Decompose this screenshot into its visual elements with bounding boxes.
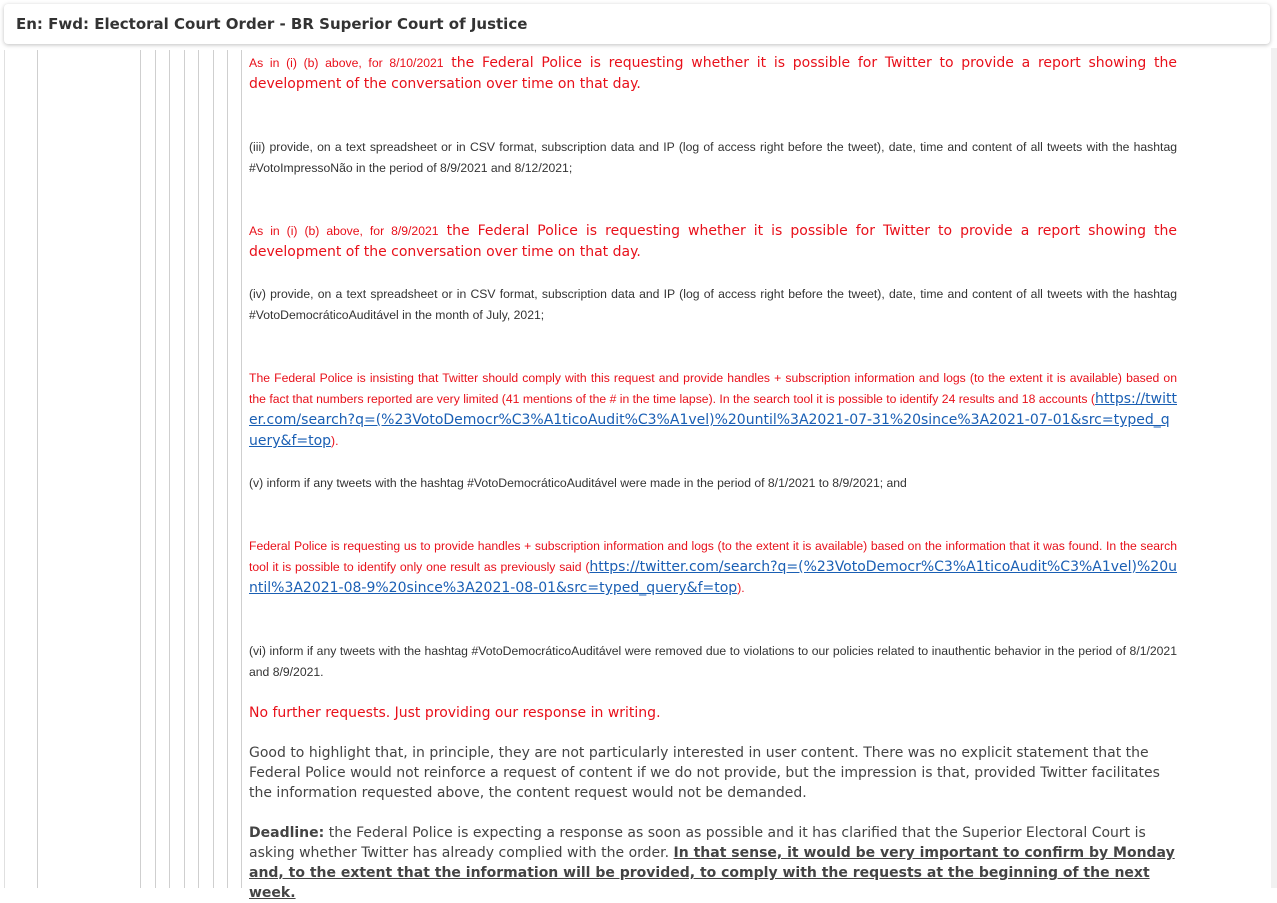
comment-paragraph-3: The Federal Police is insisting that Twitter should comply with this request and provide handles + subscription information and logs (to the extent it is available) based on the fact that numbers reported are very limited (41 mentions of the # in the time lapse). In the search tool it is possible to identify 24 results and 18 accounts (https://twitter.com/search?q=(%23VotoDemocr%C3%A1ticoAudit%C3%A1vel)%20until%3A2021-07-31%20since%3A2021-07-01&src=typed_query&f=top). bbox=[249, 371, 1177, 449]
deadline-label: Deadline: bbox=[249, 825, 325, 841]
deadline-emphasis: In that sense, it would be very important to confirm by Monday and, to the extent that the information will be provided, to comply with the requests at the beginning of the next week. bbox=[249, 845, 1175, 901]
comment-paragraph-1: As in (i) (b) above, for 8/10/2021 the Federal Police is requesting whether it is possible for Twitter to provide a report showing the development of the conversation over time on that day. bbox=[249, 55, 1177, 92]
quote-line bbox=[213, 50, 214, 888]
order-item-vi: (vi) inform if any tweets with the hashtag #VotoDemocráticoAuditável were removed due to violations to our policies related to inauthentic behavior in the period of 8/1/2021 and 8/9/2021. bbox=[249, 644, 1177, 679]
window-title-bar bbox=[4, 4, 1270, 44]
quote-line bbox=[227, 50, 228, 888]
comment-paragraph-4: Federal Police is requesting us to provide handles + subscription information and logs (to the extent it is available) based on the information that it was found. In the search tool it is possible to identify only one result as previously said (https://twitter.com/search?q=(%23VotoDemocr%C3%A1ticoAudit%C3%A1vel)%20until%3A2021-08-9%20since%3A2021-08-01&src=typed_query&f=top). bbox=[249, 539, 1177, 596]
twitter-search-link-july[interactable]: https://twitter.com/search?q=(%23VotoDemocr%C3%A1ticoAudit%C3%A1vel)%20until%3A2021-07-31%20since%3A2021-07-01&src=typed_query&f=top bbox=[249, 391, 1177, 449]
quote-line bbox=[37, 50, 38, 888]
comment-paragraph-2: As in (i) (b) above, for 8/9/2021 the Federal Police is requesting whether it is possible for Twitter to provide a report showing the development of the conversation over time on that day. bbox=[249, 223, 1177, 260]
quote-line bbox=[140, 50, 141, 888]
order-item-v: (v) inform if any tweets with the hashtag #VotoDemocráticoAuditável were made in the period of 8/1/2021 to 8/9/2021; and bbox=[249, 476, 907, 490]
order-item-iv: (iv) provide, on a text spreadsheet or in CSV format, subscription data and IP (log of access right before the tweet), date, time and content of all tweets with the hashtag #VotoDemocráticoAuditável in the month of July, 2021; bbox=[249, 287, 1177, 322]
scrollbar[interactable] bbox=[1271, 48, 1277, 888]
note-paragraph: Good to highlight that, in principle, they are not particularly interested in user content. There was no explicit statement that the Federal Police would not reinforce a request of content if we do not provide, but the impression is that, provided Twitter facilitates the information requested above, the content request would not be demanded. bbox=[249, 745, 1160, 801]
twitter-search-link-august[interactable]: https://twitter.com/search?q=(%23VotoDemocr%C3%A1ticoAudit%C3%A1vel)%20until%3A2021-08-9%20since%3A2021-08-01&src=typed_query&f=top bbox=[249, 559, 1177, 596]
quote-line bbox=[155, 50, 156, 888]
deadline-paragraph: Deadline: the Federal Police is expecting a response as soon as possible and it has clarified that the Superior Electoral Court is asking whether Twitter has already complied with the order. In that sense, it would be very important to confirm by Monday and, to the extent that the information will be provided, to comply with the requests at the beginning of the next week. bbox=[249, 825, 1175, 901]
quote-line bbox=[169, 50, 170, 888]
quote-line bbox=[198, 50, 199, 888]
email-subject-title: En: Fwd: Electoral Court Order - BR Superior Court of Justice bbox=[16, 15, 528, 33]
quote-line bbox=[184, 50, 185, 888]
comment-no-further-requests: No further requests. Just providing our response in writing. bbox=[249, 705, 661, 721]
quote-line bbox=[241, 50, 242, 888]
order-item-iii: (iii) provide, on a text spreadsheet or in CSV format, subscription data and IP (log of access right before the tweet), date, time and content of all tweets with the hashtag #VotoImpressoNão in the period of 8/9/2021 and 8/12/2021; bbox=[249, 140, 1177, 175]
